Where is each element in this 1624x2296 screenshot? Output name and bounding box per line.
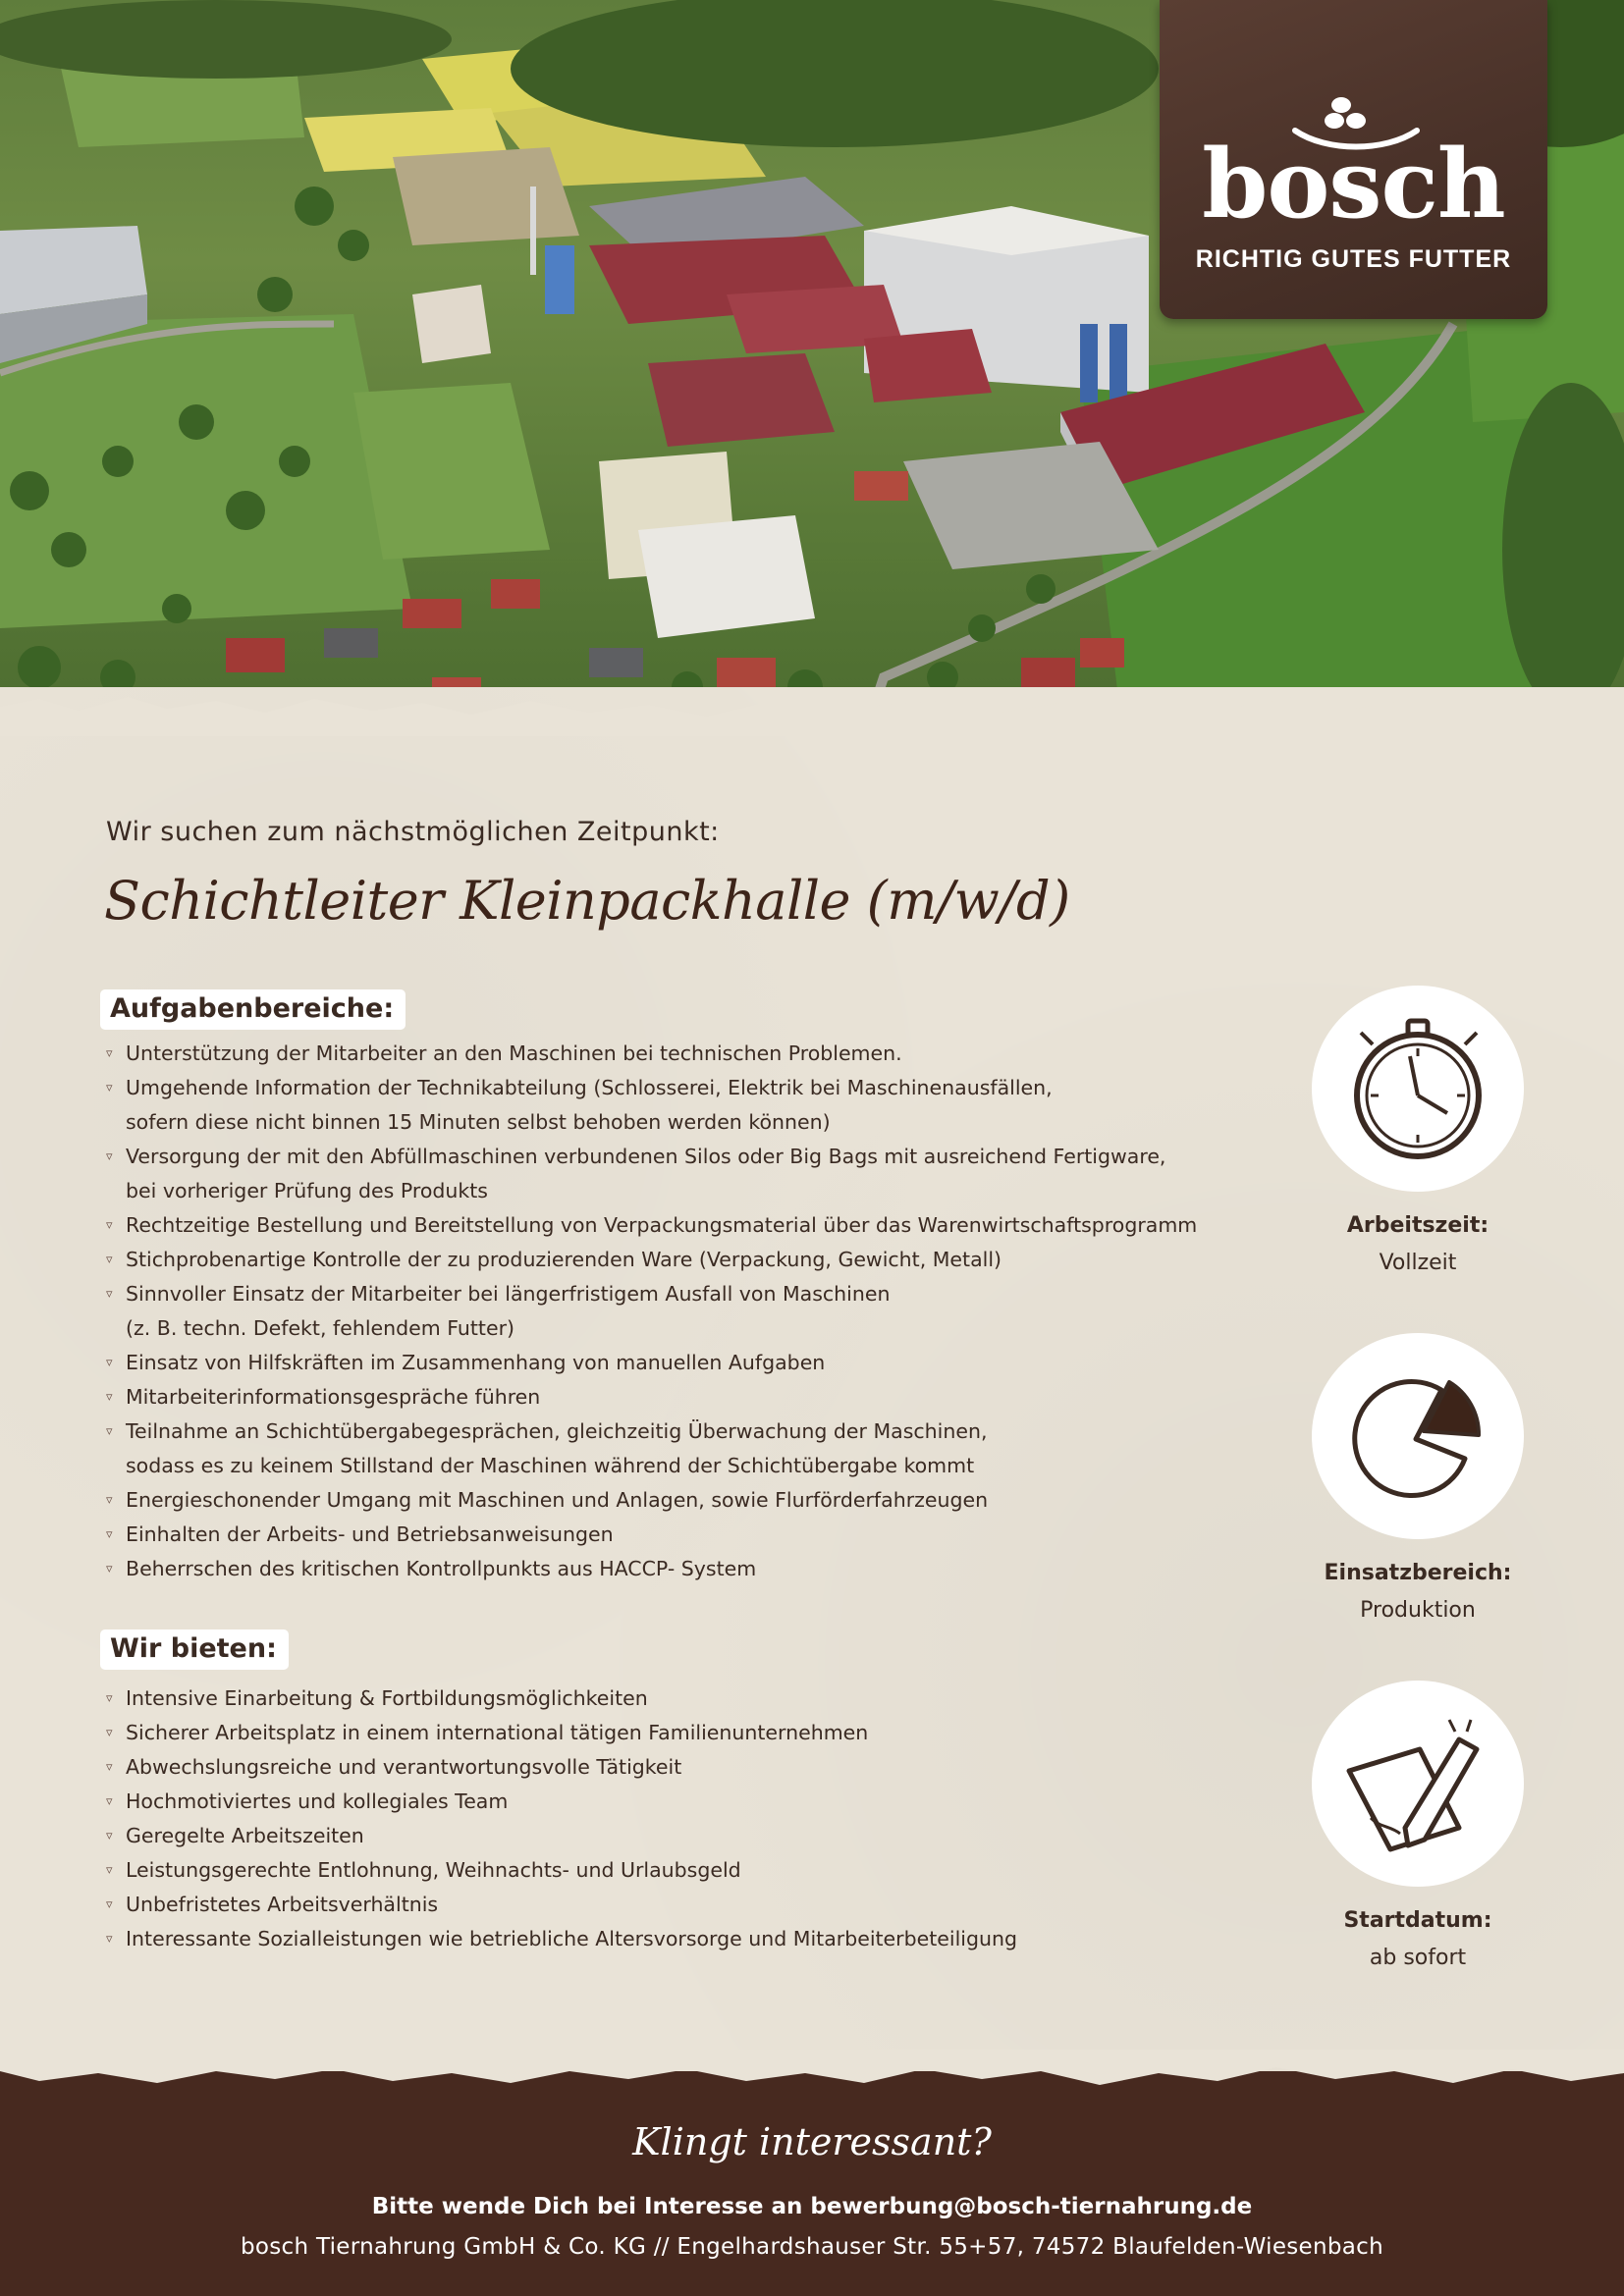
task-item — [106, 1174, 1197, 1208]
bullet-icon: ▿ — [106, 1424, 113, 1439]
task-item-text: Energieschonender Umgang mit Maschinen und Anlagen, sowie Flurförderfahrzeugen — [126, 1488, 989, 1512]
bullet-icon: ▿ — [106, 1253, 113, 1267]
offer-item — [106, 1922, 1017, 1956]
bullet-icon: ▿ — [106, 1081, 113, 1095]
torn-paper-edge-bottom — [0, 2050, 1624, 2099]
job-title: Schichtleiter Kleinpackhalle (m/w/d) — [104, 870, 1070, 932]
fact-value-einsatzbereich: Produktion — [1360, 1598, 1476, 1623]
brand-logo-plate — [1160, 0, 1547, 319]
bullet-icon: ▿ — [106, 1046, 113, 1061]
offer-item-text: Unbefristetes Arbeitsverhältnis — [126, 1893, 439, 1916]
bullet-icon: ▿ — [106, 1794, 113, 1809]
signature-pen-icon — [1312, 1681, 1524, 1887]
offer-item-text: Geregelte Arbeitszeiten — [126, 1824, 364, 1847]
signature-circle — [1312, 1681, 1524, 1887]
task-item — [106, 1140, 1197, 1174]
footer — [0, 2071, 1624, 2296]
intro-text: Wir suchen zum nächstmöglichen Zeitpunkt: — [106, 817, 720, 847]
task-item — [106, 1552, 1197, 1586]
task-item — [106, 1449, 1197, 1483]
offer-item-text: Leistungsgerechte Entlohnung, Weihnachts- und Urlaubsgeld — [126, 1858, 741, 1882]
task-item-text: Stichprobenartige Kontrolle der zu produzierenden Ware (Verpackung, Gewicht, Metall) — [126, 1248, 1002, 1271]
task-item-text: Einsatz von Hilfskräften im Zusammenhang von manuellen Aufgaben — [126, 1351, 826, 1374]
footer-address: bosch Tiernahrung GmbH & Co. KG // Engelhardshauser Str. 55+57, 74572 Blaufelden-Wiesenbach — [240, 2234, 1383, 2260]
task-item — [106, 1415, 1197, 1449]
bullet-icon: ▿ — [106, 1897, 113, 1912]
offer-item-text: Intensive Einarbeitung & Fortbildungsmöglichkeiten — [126, 1686, 648, 1710]
task-item-text: Versorgung der mit den Abfüllmaschinen verbundenen Silos oder Big Bags mit ausreichend Fertigware, — [126, 1145, 1166, 1168]
torn-paper-edge-top — [0, 677, 1624, 736]
task-item-text: Teilnahme an Schichtübergabegesprächen, gleichzeitig Überwachung der Maschinen, — [126, 1419, 988, 1443]
task-item — [106, 1518, 1197, 1552]
bullet-icon: ▿ — [106, 1493, 113, 1508]
offer-item-text: Hochmotiviertes und kollegiales Team — [126, 1789, 509, 1813]
offer-item — [106, 1785, 1017, 1819]
bullet-icon: ▿ — [106, 1726, 113, 1740]
offer-item — [106, 1716, 1017, 1750]
offer-item-text: Sicherer Arbeitsplatz in einem international tätigen Familienunternehmen — [126, 1721, 869, 1744]
task-item-text: Einhalten der Arbeits- und Betriebsanweisungen — [126, 1522, 614, 1546]
pie-circle — [1312, 1333, 1524, 1539]
offer-item — [106, 1888, 1017, 1922]
bullet-icon: ▿ — [106, 1218, 113, 1233]
bullet-icon: ▿ — [106, 1691, 113, 1706]
bullet-icon: ▿ — [106, 1149, 113, 1164]
task-item-text: bei vorheriger Prüfung des Produkts — [126, 1179, 488, 1202]
bullet-icon: ▿ — [106, 1760, 113, 1775]
task-item — [106, 1071, 1197, 1105]
task-item — [106, 1208, 1197, 1243]
task-item-text: Mitarbeiterinformationsgespräche führen — [126, 1385, 541, 1409]
offer-item-text: Interessante Sozialleistungen wie betriebliche Altersvorsorge und Mitarbeiterbeteiligung — [126, 1927, 1017, 1950]
task-item — [106, 1243, 1197, 1277]
task-item-text: sofern diese nicht binnen 15 Minuten selbst behoben werden können) — [126, 1110, 831, 1134]
fact-label-startdatum: Startdatum: — [1343, 1908, 1492, 1933]
bullet-icon: ▿ — [106, 1287, 113, 1302]
bullet-icon: ▿ — [106, 1863, 113, 1878]
task-item — [106, 1277, 1197, 1311]
task-item — [106, 1346, 1197, 1380]
task-item-text: Beherrschen des kritischen Kontrollpunkts aus HACCP- System — [126, 1557, 757, 1580]
offer-item — [106, 1682, 1017, 1716]
task-item-text: sodass es zu keinem Stillstand der Maschinen während der Schichtübergabe kommt — [126, 1454, 975, 1477]
fact-value-arbeitszeit: Vollzeit — [1379, 1251, 1457, 1275]
task-item-text: Rechtzeitige Bestellung und Bereitstellung von Verpackungsmaterial über das Warenwirtschaftsprogramm — [126, 1213, 1198, 1237]
tasks-heading: Aufgabenbereiche: — [100, 989, 406, 1030]
task-item-text: Unterstützung der Mitarbeiter an den Maschinen bei technischen Problemen. — [126, 1041, 902, 1065]
task-item — [106, 1105, 1197, 1140]
task-item — [106, 1483, 1197, 1518]
offer-item — [106, 1853, 1017, 1888]
offer-item — [106, 1750, 1017, 1785]
stopwatch-icon — [1312, 986, 1524, 1192]
offers-list — [106, 1682, 1017, 1956]
footer-contact-email[interactable]: Bitte wende Dich bei Interesse an bewerbung@bosch-tiernahrung.de — [371, 2194, 1253, 2219]
offers-heading: Wir bieten: — [100, 1629, 289, 1670]
brand-name: bosch — [1202, 129, 1505, 240]
task-item-text: Umgehende Information der Technikabteilung (Schlosserei, Elektrik bei Maschinenausfällen, — [126, 1076, 1053, 1099]
bullet-icon: ▿ — [106, 1562, 113, 1576]
stopwatch-circle — [1312, 986, 1524, 1192]
brand-tagline: RICHTIG GUTES FUTTER — [1195, 245, 1512, 273]
bullet-icon: ▿ — [106, 1829, 113, 1843]
bullet-icon: ▿ — [106, 1356, 113, 1370]
fact-value-startdatum: ab sofort — [1369, 1946, 1467, 1970]
task-item-text: (z. B. techn. Defekt, fehlendem Futter) — [126, 1316, 515, 1340]
fact-label-einsatzbereich: Einsatzbereich: — [1324, 1561, 1512, 1585]
task-item — [106, 1380, 1197, 1415]
bullet-icon: ▿ — [106, 1932, 113, 1947]
footer-cta: Klingt interessant? — [632, 2120, 992, 2163]
pie-chart-icon — [1312, 1333, 1524, 1539]
task-item-text: Sinnvoller Einsatz der Mitarbeiter bei längerfristigem Ausfall von Maschinen — [126, 1282, 891, 1306]
bullet-icon: ▿ — [106, 1527, 113, 1542]
tasks-list — [106, 1037, 1197, 1586]
task-item — [106, 1311, 1197, 1346]
task-item — [106, 1037, 1197, 1071]
offer-item — [106, 1819, 1017, 1853]
fact-label-arbeitszeit: Arbeitszeit: — [1346, 1213, 1489, 1238]
bullet-icon: ▿ — [106, 1390, 113, 1405]
offer-item-text: Abwechslungsreiche und verantwortungsvolle Tätigkeit — [126, 1755, 682, 1779]
